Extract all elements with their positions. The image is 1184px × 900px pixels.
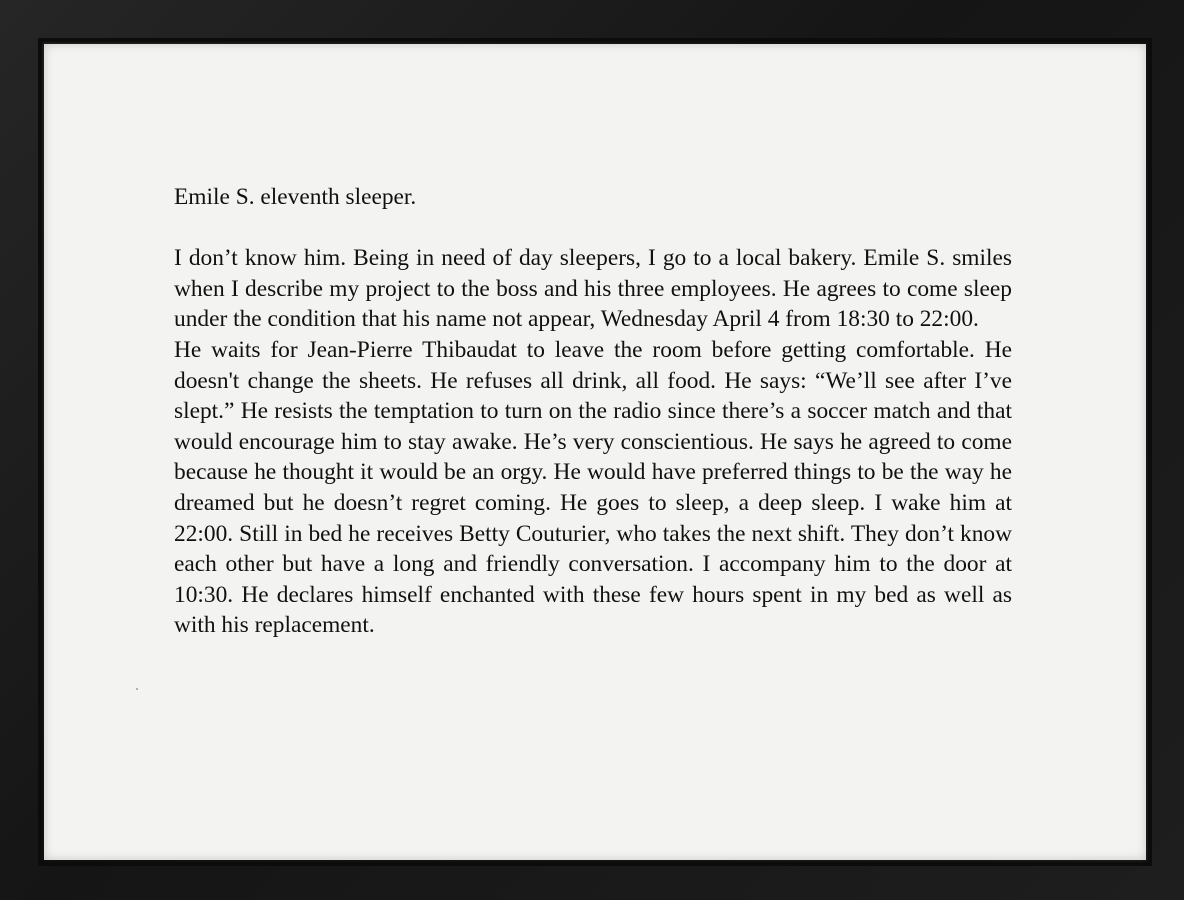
paper-sheet (44, 44, 1146, 860)
text-block (174, 182, 1012, 641)
paragraph-2: He waits for Jean-Pierre Thibaudat to leave the room before getting comfortable. He doesn't change the sheets. He refuses all drink, all food. He says: “We’ll see after I’ve slept.” He resists the temptation to turn on the radio since there’s a soccer match and that would encourage him to stay awake. He’s very conscientious. He says he agreed to come because he thought it would be an orgy. He would have preferred things to be the way he dreamed but he doesn’t regret coming. He goes to sleep, a deep sleep. I wake him at 22:00. Still in bed he receives Betty Couturier, who takes the next shift. They don’t know each other but have a long and friendly conversation. I accompany him to the door at 10:30. He declares himself enchanted with these few hours spent in my bed as well as with his replacement. (174, 336, 1012, 639)
document-heading: Emile S. eleventh sleeper. (174, 184, 417, 210)
paragraph-1: I don’t know him. Being in need of day sleepers, I go to a local bakery. Emile S. smiles when I describe my project to the boss and his three employees. He agrees to come sleep under the condition that his name not appear, Wednesday April 4 from 18:30 to 22:00. (174, 245, 1012, 333)
paper-speck (136, 688, 138, 690)
